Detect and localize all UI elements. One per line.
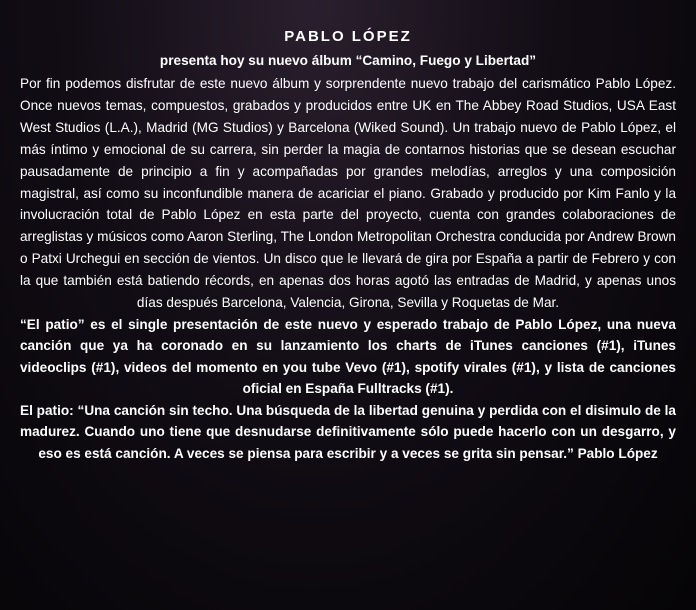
album-subtitle: presenta hoy su nuevo álbum “Camino, Fuego y Libertad” [159, 53, 537, 68]
single-paragraph: “El patio” es el single presentación de este nuevo y esperado trabajo de Pablo López, una nueva canción que ya ha coronado en su lanzamiento los charts de iTunes canciones (#1), iTunes videoclips (#1), videos del momento en you tube Vevo (#1), spotify virales (#1), y lista de canciones oficial en España Fulltracks (#1). [20, 316, 676, 397]
intro-paragraph: Por fin podemos disfrutar de este nuevo álbum y sorprendente nuevo trabajo del carismático Pablo López. Once nuevos temas, compuestos, grabados y producidos entre UK en The Abbey Road Studios, USA East West Studios (L.A.), Madrid (MG Studios) y Barcelona (Wiked Sound). Un trabajo nuevo de Pablo López, el más íntimo y emocional de su carrera, sin perder la magia de contarnos historias que se desean escuchar pausadamente de principio a fin y acompañadas por grandes melodías, arreglos y una composición magistral, así como su inconfundible manera de acariciar el piano. Grabado y producido por Kim Fanlo y la involucración total de Pablo López en esta parte del proyecto, cuenta con grandes colaboraciones de arreglistas y músicos como Aaron Sterling, The London Metropolitan Orchestra conducida por Andrew Brown o Patxi Urchegui en sección de vientos. Un disco que le llevará de gira por España a partir de Febrero y con la que también está batiendo récords, en apenas dos horas agotó las entradas de Madrid, y apenas unos días después Barcelona, Valencia, Girona, Sevilla y Roquetas de Mar. [20, 76, 676, 311]
quote-paragraph: El patio: “Una canción sin techo. Una búsqueda de la libertad genuina y perdida con el disimulo de la madurez. Cuando uno tiene que desnudarse definitivamente sólo puede hacerlo con un desgarro, y eso es está canción. A veces se piensa para escribir y a veces se grita sin pensar.” Pablo López [20, 402, 676, 461]
artist-title: PABLO LÓPEZ [284, 28, 412, 45]
